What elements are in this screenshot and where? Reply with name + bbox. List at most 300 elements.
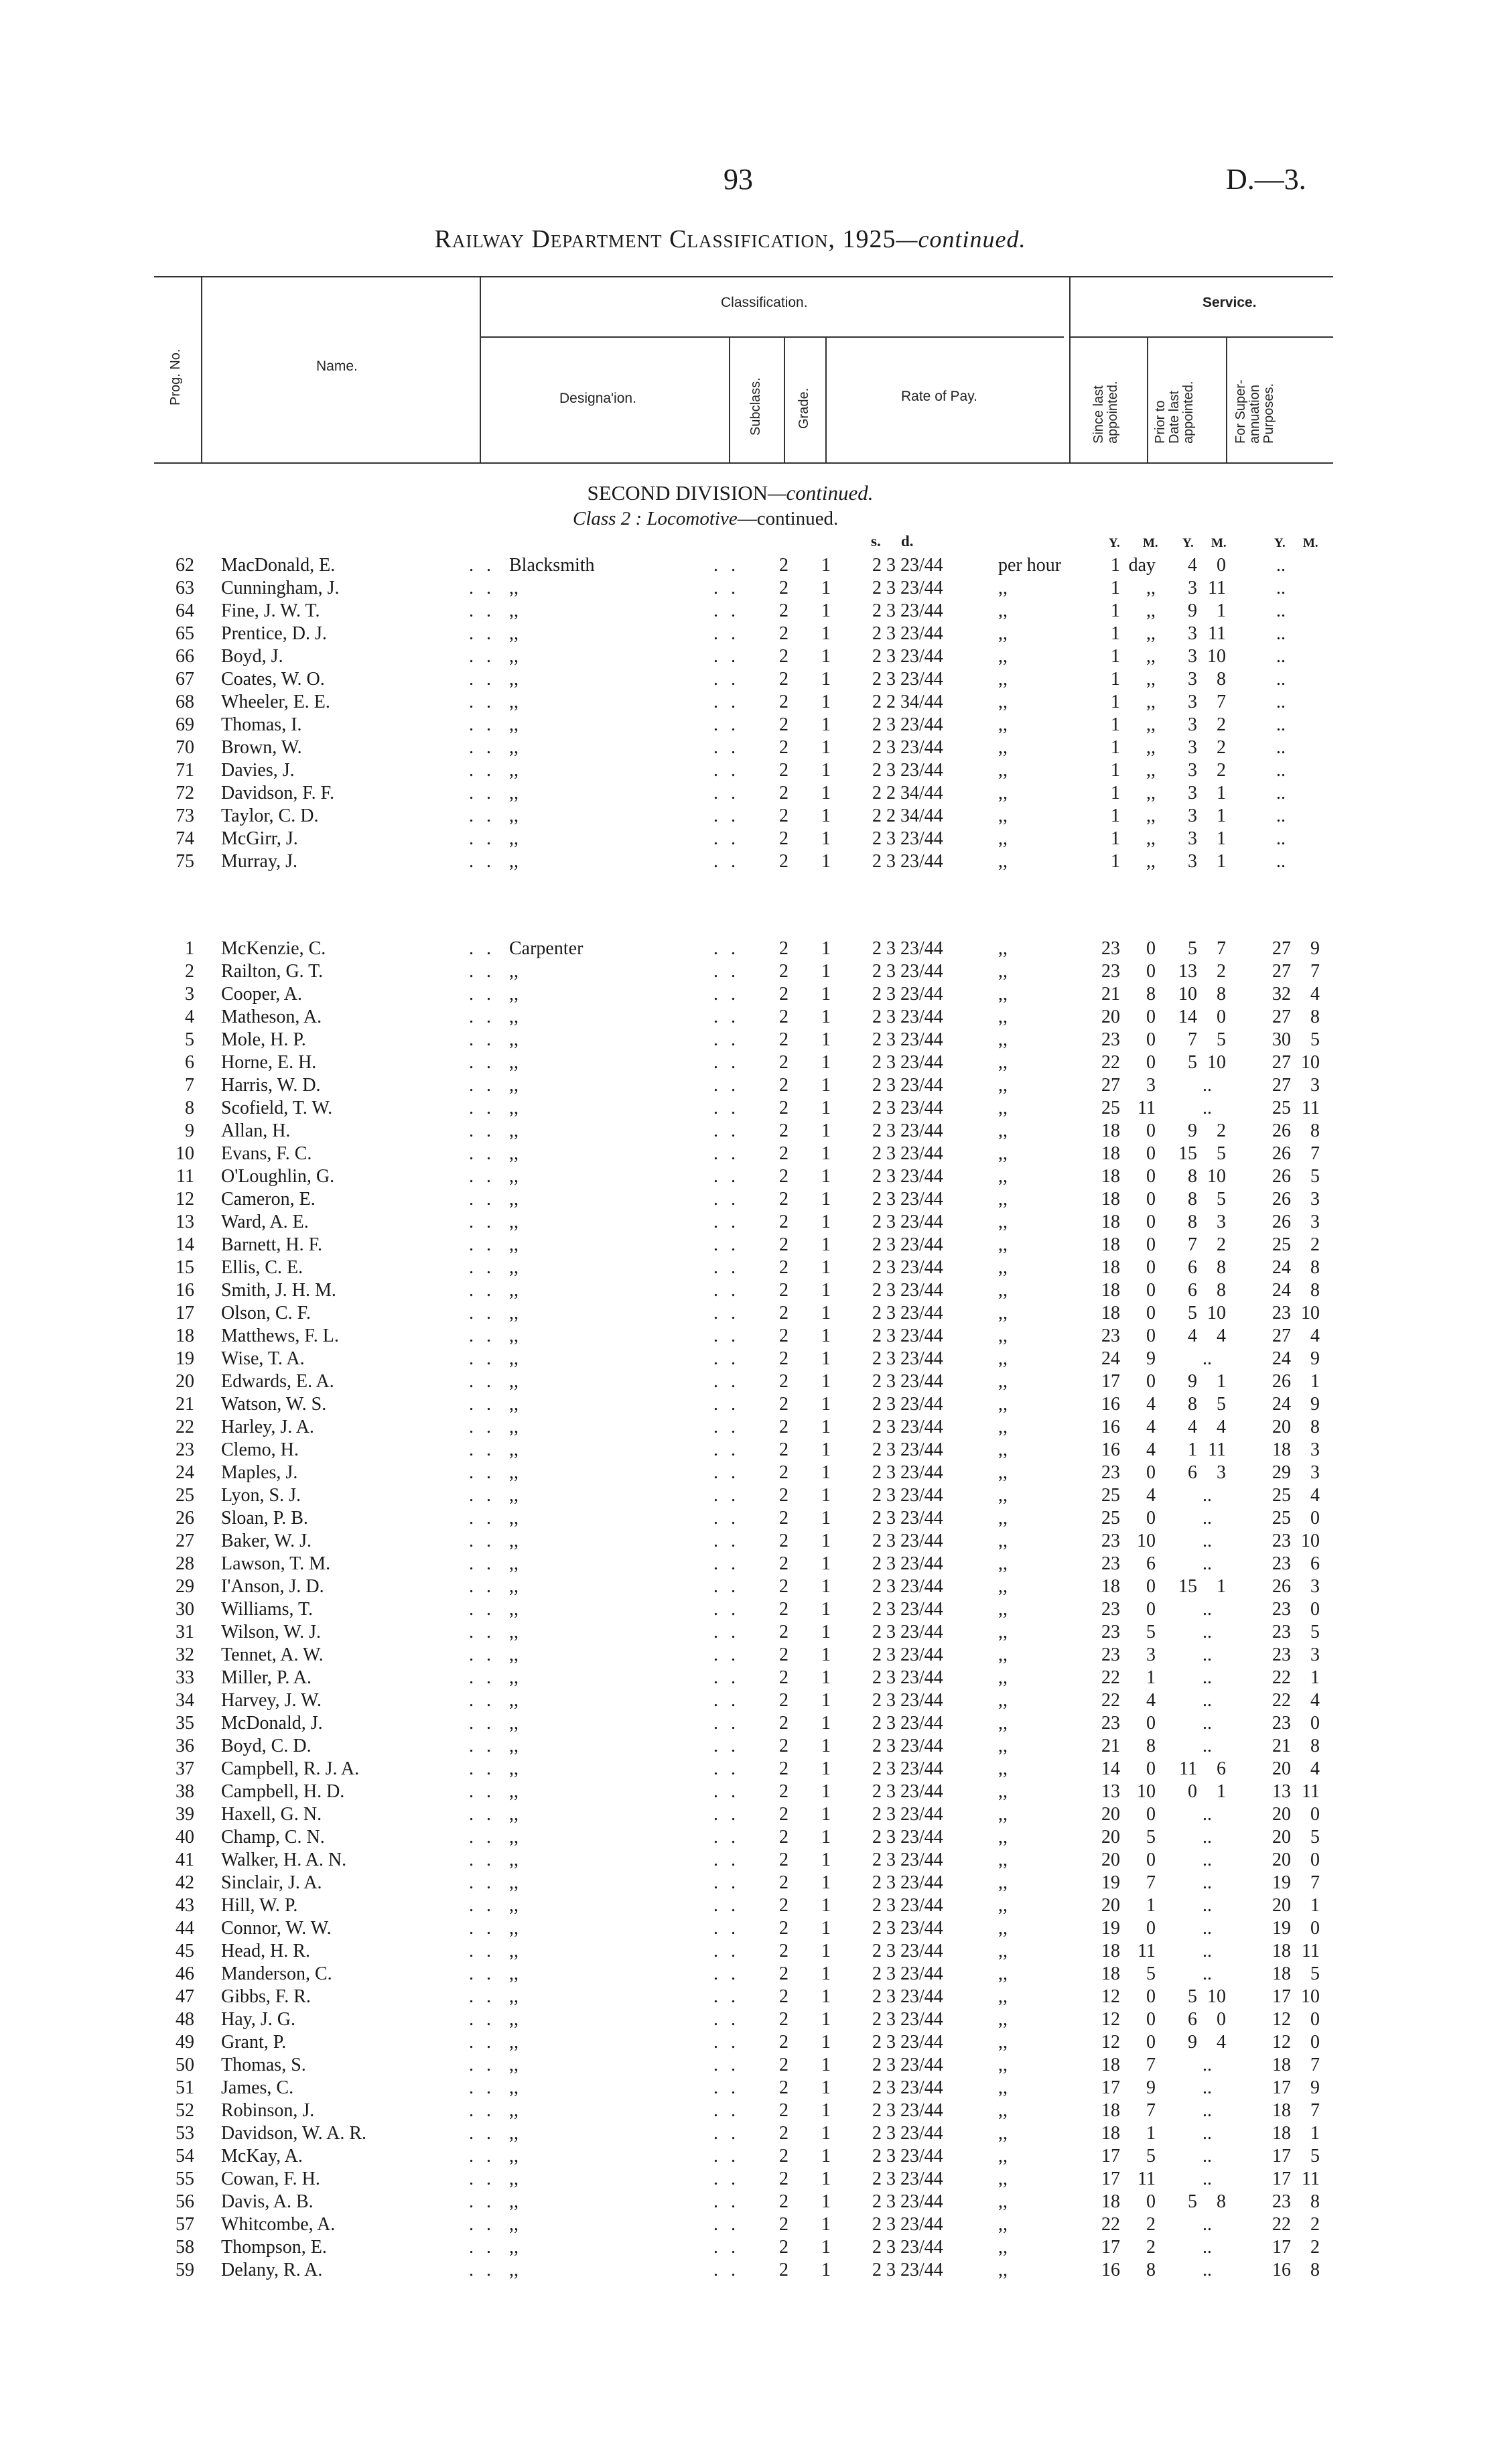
employee-name: Head, H. R.	[221, 1941, 310, 1961]
leader-dots: . .	[469, 1850, 495, 1870]
employee-name: Wise, T. A.	[221, 1348, 305, 1369]
super-years: 23	[1272, 1599, 1291, 1620]
prior-years: ..	[1202, 2123, 1212, 2144]
prog-no: 40	[176, 1827, 194, 1848]
table-row	[0, 737, 1512, 760]
rate-of-pay: 2 3 23/44	[872, 1303, 943, 1323]
prior-years: 1	[1188, 1439, 1197, 1460]
since-months: 0	[1146, 1166, 1156, 1187]
subclass: 2	[779, 1508, 788, 1529]
subclass: 2	[779, 1120, 788, 1141]
prior-months: 1	[1217, 1781, 1226, 1802]
subclass: 2	[779, 1895, 788, 1916]
prior-years: 9	[1188, 600, 1197, 621]
super-line-1: For Super-	[1233, 379, 1248, 444]
grade: 1	[821, 1531, 831, 1551]
employee-name: McDonald, J.	[221, 1713, 323, 1734]
leader-dots: . .	[469, 1348, 495, 1369]
table-row	[0, 2077, 1512, 2100]
prog-no: 7	[185, 1075, 194, 1096]
prior-years: 5	[1188, 1052, 1197, 1073]
designation: ,,	[509, 1781, 519, 1802]
employee-name: Boyd, C. D.	[221, 1736, 312, 1756]
super-months: 5	[1310, 1827, 1320, 1848]
super-years: 26	[1272, 1212, 1291, 1232]
designation: ,,	[509, 1827, 519, 1848]
designation: ,,	[509, 1804, 519, 1825]
rate-unit: ,,	[998, 1827, 1008, 1848]
super-years: ..	[1276, 692, 1286, 712]
since-years: 18	[1101, 1212, 1120, 1232]
designation: ,,	[509, 1576, 519, 1597]
leader-dots: . .	[713, 1007, 740, 1027]
since-months: 0	[1146, 961, 1156, 982]
prog-no: 59	[176, 2260, 194, 2280]
grade: 1	[821, 1804, 831, 1825]
rate-unit: ,,	[998, 1850, 1008, 1870]
since-years: 20	[1101, 1007, 1120, 1027]
unit-prior-m: M.	[1211, 536, 1227, 550]
rate-unit: ,,	[998, 2100, 1008, 2121]
since-months: 0	[1146, 1257, 1156, 1278]
prior-years: 7	[1188, 1234, 1197, 1255]
employee-name: Campbell, H. D.	[221, 1781, 345, 1802]
leader-dots: . .	[469, 1417, 495, 1437]
header-rate-of-pay: Rate of Pay.	[901, 389, 978, 404]
designation: ,,	[509, 2055, 519, 2075]
leader-dots: . .	[713, 2055, 740, 2075]
prior-line-1: Prior to	[1153, 400, 1168, 444]
rate-unit: ,,	[998, 938, 1008, 959]
prior-months: 2	[1217, 760, 1226, 781]
since-years: 16	[1101, 1439, 1120, 1460]
rate-unit: ,,	[998, 1325, 1008, 1346]
super-years: 27	[1272, 1075, 1291, 1096]
super-years: 17	[1272, 2168, 1291, 2189]
prior-years: 6	[1188, 1257, 1197, 1278]
since-months: ,,	[1146, 737, 1156, 758]
since-months: 0	[1146, 2009, 1156, 2030]
rate-unit: ,,	[998, 1736, 1008, 1756]
super-months: 8	[1310, 1417, 1320, 1437]
prior-years: 3	[1188, 692, 1197, 712]
leader-dots: . .	[713, 1166, 740, 1187]
subclass: 2	[779, 1029, 788, 1050]
super-years: 17	[1272, 2237, 1291, 2258]
super-months: 8	[1310, 1007, 1320, 1027]
rate-of-pay: 2 3 23/44	[872, 1508, 943, 1529]
super-years: 25	[1272, 1485, 1291, 1506]
prior-months: 3	[1217, 1462, 1226, 1483]
super-months: 10	[1301, 1052, 1320, 1073]
rate-of-pay: 2 3 23/44	[872, 938, 943, 959]
grade: 1	[821, 1986, 831, 2007]
grade: 1	[821, 2191, 831, 2212]
rate-of-pay: 2 3 23/44	[872, 1713, 943, 1734]
prior-years: ..	[1202, 2100, 1212, 2121]
rate-of-pay: 2 3 23/44	[872, 1576, 943, 1597]
prior-months: 10	[1207, 1052, 1226, 1073]
leader-dots: . .	[713, 805, 740, 826]
table-row	[0, 984, 1512, 1007]
since-years: 1	[1111, 714, 1120, 735]
leader-dots: . .	[469, 1667, 495, 1688]
employee-name: Thomas, I.	[221, 714, 302, 735]
designation: ,,	[509, 1303, 519, 1323]
table-row	[0, 1850, 1512, 1872]
table-row	[0, 851, 1512, 874]
grade: 1	[821, 1827, 831, 1848]
super-months: 9	[1310, 2077, 1320, 2098]
super-months: 10	[1301, 1531, 1320, 1551]
leader-dots: . .	[713, 1417, 740, 1437]
prior-years: ..	[1202, 1531, 1212, 1551]
rate-of-pay: 2 3 23/44	[872, 1371, 943, 1392]
employee-name: Robinson, J.	[221, 2100, 315, 2121]
since-years: 17	[1101, 2077, 1120, 2098]
prior-years: 5	[1188, 938, 1197, 959]
header-classification: Classification.	[721, 295, 808, 310]
designation: ,,	[509, 1052, 519, 1073]
prior-months: 4	[1217, 2032, 1226, 2053]
table-row	[0, 1963, 1512, 1986]
designation: ,,	[509, 984, 519, 1005]
prog-no: 73	[176, 805, 194, 826]
prog-no: 13	[176, 1212, 194, 1232]
grade: 1	[821, 2146, 831, 2166]
prior-months: 11	[1208, 578, 1226, 598]
subclass: 2	[779, 555, 788, 576]
since-years: 1	[1111, 555, 1120, 576]
since-months: 0	[1146, 1325, 1156, 1346]
since-months: 1	[1146, 1895, 1156, 1916]
rate-unit: ,,	[998, 737, 1008, 758]
prog-no: 32	[176, 1644, 194, 1665]
leader-dots: . .	[713, 1098, 740, 1118]
leader-dots: . .	[469, 984, 495, 1005]
leader-dots: . .	[713, 1371, 740, 1392]
rate-unit: ,,	[998, 1599, 1008, 1620]
since-months: 6	[1146, 1553, 1156, 1574]
rate-of-pay: 2 3 23/44	[872, 2032, 943, 2053]
grade: 1	[821, 1075, 831, 1096]
super-months: 10	[1301, 1986, 1320, 2007]
since-months: ,,	[1146, 692, 1156, 712]
table-row	[0, 1941, 1512, 1963]
table-row	[0, 2260, 1512, 2282]
subclass: 2	[779, 2146, 788, 2166]
employee-name: Taylor, C. D.	[221, 805, 319, 826]
prior-years: 9	[1188, 2032, 1197, 2053]
table-row	[0, 1143, 1512, 1166]
prog-no: 1	[185, 938, 194, 959]
unit-super-y: Y.	[1274, 536, 1286, 550]
since-years: 22	[1101, 1667, 1120, 1688]
grade: 1	[821, 1462, 831, 1483]
employee-name: McGirr, J.	[221, 828, 298, 849]
leader-dots: . .	[469, 578, 495, 598]
employee-name: Harvey, J. W.	[221, 1690, 322, 1711]
since-years: 1	[1111, 578, 1120, 598]
rate-unit: ,,	[998, 623, 1008, 644]
leader-dots: . .	[469, 1029, 495, 1050]
table-row	[0, 1166, 1512, 1189]
leader-dots: . .	[713, 1143, 740, 1164]
since-months: 4	[1146, 1690, 1156, 1711]
rate-unit: ,,	[998, 2146, 1008, 2166]
prog-no: 30	[176, 1599, 194, 1620]
rate-of-pay: 2 3 23/44	[872, 1827, 943, 1848]
prior-years: 5	[1188, 1303, 1197, 1323]
since-years: 18	[1101, 1280, 1120, 1301]
subclass: 2	[779, 1850, 788, 1870]
since-years: 1	[1111, 828, 1120, 849]
divider-prog	[201, 276, 202, 462]
prior-months: 1	[1217, 783, 1226, 803]
header-designation: Designa'ion.	[559, 391, 636, 406]
designation: ,,	[509, 2123, 519, 2144]
leader-dots: . .	[713, 1690, 740, 1711]
super-years: 18	[1272, 2055, 1291, 2075]
grade: 1	[821, 1758, 831, 1779]
super-years: 22	[1272, 1690, 1291, 1711]
subclass: 2	[779, 646, 788, 667]
super-years: 26	[1272, 1120, 1291, 1141]
rate-of-pay: 2 3 23/44	[872, 1553, 943, 1574]
since-years: 1	[1111, 760, 1120, 781]
since-months: 4	[1146, 1417, 1156, 1437]
designation: ,,	[509, 1963, 519, 1984]
employee-name: Baker, W. J.	[221, 1531, 312, 1551]
designation: ,,	[509, 1098, 519, 1118]
subclass: 2	[779, 1622, 788, 1642]
prog-no: 34	[176, 1690, 194, 1711]
prog-no: 74	[176, 828, 194, 849]
subclass: 2	[779, 1736, 788, 1756]
grade: 1	[821, 1303, 831, 1323]
prior-years: 3	[1188, 851, 1197, 872]
employee-name: Wilson, W. J.	[221, 1622, 322, 1642]
since-months: 5	[1146, 2146, 1156, 2166]
grade: 1	[821, 1736, 831, 1756]
since-months: 1	[1146, 2123, 1156, 2144]
leader-dots: . .	[469, 1986, 495, 2007]
prog-no: 12	[176, 1189, 194, 1210]
employee-name: Horne, E. H.	[221, 1052, 317, 1073]
division-name: SECOND DIVISION	[587, 481, 768, 505]
leader-dots: . .	[469, 1143, 495, 1164]
grade: 1	[821, 1143, 831, 1164]
employee-name: Campbell, R. J. A.	[221, 1758, 360, 1779]
leader-dots: . .	[469, 1599, 495, 1620]
employee-name: Manderson, C.	[221, 1963, 332, 1984]
leader-dots: . .	[713, 1918, 740, 1939]
subclass: 2	[779, 851, 788, 872]
designation: ,,	[509, 805, 519, 826]
leader-dots: . .	[469, 1895, 495, 1916]
super-months: 8	[1310, 1280, 1320, 1301]
prog-no: 44	[176, 1918, 194, 1939]
header-prior-to	[1154, 381, 1196, 444]
subclass: 2	[779, 1325, 788, 1346]
rate-of-pay: 2 3 23/44	[872, 1439, 943, 1460]
rate-unit: ,,	[998, 1713, 1008, 1734]
rate-unit: ,,	[998, 1531, 1008, 1551]
super-years: 18	[1272, 2123, 1291, 2144]
employee-name: Matthews, F. L.	[221, 1325, 339, 1346]
leader-dots: . .	[713, 1850, 740, 1870]
super-years: 18	[1272, 1963, 1291, 1984]
leader-dots: . .	[713, 646, 740, 667]
since-years: 14	[1101, 1758, 1120, 1779]
super-months: 4	[1310, 1690, 1320, 1711]
prog-no: 11	[176, 1166, 194, 1187]
leader-dots: . .	[713, 2191, 740, 2212]
leader-dots: . .	[713, 1804, 740, 1825]
prior-years: 6	[1188, 1280, 1197, 1301]
super-years: ..	[1276, 646, 1286, 667]
prior-years: 11	[1179, 1758, 1197, 1779]
prior-years: 3	[1188, 714, 1197, 735]
employee-name: Tennet, A. W.	[221, 1644, 324, 1665]
since-months: 10	[1137, 1781, 1156, 1802]
since-years: 23	[1101, 938, 1120, 959]
leader-dots: . .	[469, 2077, 495, 2098]
rate-of-pay: 2 3 23/44	[872, 1895, 943, 1916]
rate-unit: ,,	[998, 1781, 1008, 1802]
leader-dots: . .	[713, 2009, 740, 2030]
rate-unit: ,,	[998, 1303, 1008, 1323]
subclass: 2	[779, 2055, 788, 2075]
since-years: 23	[1101, 1462, 1120, 1483]
designation: ,,	[509, 1713, 519, 1734]
since-months: ,,	[1146, 783, 1156, 803]
prior-years: 3	[1188, 669, 1197, 690]
rate-of-pay: 2 3 23/44	[872, 1280, 943, 1301]
prior-years: ..	[1202, 2146, 1212, 2166]
leader-dots: . .	[469, 646, 495, 667]
table-row	[0, 714, 1512, 737]
super-years: 24	[1272, 1257, 1291, 1278]
super-months: 5	[1310, 1029, 1320, 1050]
super-months: 3	[1310, 1576, 1320, 1597]
super-months: 0	[1310, 1918, 1320, 1939]
table-row	[0, 2191, 1512, 2214]
subclass: 2	[779, 2260, 788, 2280]
rate-of-pay: 2 3 23/44	[872, 737, 943, 758]
prog-no: 21	[176, 1394, 194, 1415]
super-months: 0	[1310, 1804, 1320, 1825]
subclass: 2	[779, 1189, 788, 1210]
since-months: 0	[1146, 1850, 1156, 1870]
grade: 1	[821, 2100, 831, 2121]
super-months: 5	[1310, 1166, 1320, 1187]
leader-dots: . .	[713, 1895, 740, 1916]
rate-unit: ,,	[998, 692, 1008, 712]
leader-dots: . .	[713, 938, 740, 959]
rate-of-pay: 2 3 23/44	[872, 1234, 943, 1255]
prior-years: ..	[1202, 2077, 1212, 2098]
prior-months: 4	[1217, 1325, 1226, 1346]
employee-name: Harris, W. D.	[221, 1075, 321, 1096]
designation: ,,	[509, 1075, 519, 1096]
grade: 1	[821, 1872, 831, 1893]
designation: ,,	[509, 2168, 519, 2189]
since-months: 1	[1146, 1667, 1156, 1688]
employee-name: Boyd, J.	[221, 646, 283, 667]
leader-dots: . .	[469, 2191, 495, 2212]
since-years: 1	[1111, 783, 1120, 803]
subclass: 2	[779, 600, 788, 621]
prior-months: 2	[1217, 737, 1226, 758]
leader-dots: . .	[469, 669, 495, 690]
super-years: ..	[1276, 578, 1286, 598]
since-months: 7	[1146, 1872, 1156, 1893]
employee-name: Mole, H. P.	[221, 1029, 306, 1050]
employee-name: Cooper, A.	[221, 984, 302, 1005]
designation: ,,	[509, 1622, 519, 1642]
super-years: 23	[1272, 1622, 1291, 1642]
rate-unit: ,,	[998, 1895, 1008, 1916]
super-years: 23	[1272, 1531, 1291, 1551]
leader-dots: . .	[713, 1029, 740, 1050]
leader-dots: . .	[469, 1325, 495, 1346]
grade: 1	[821, 984, 831, 1005]
rate-unit: ,,	[998, 1166, 1008, 1187]
super-years: 27	[1272, 961, 1291, 982]
leader-dots: . .	[469, 2055, 495, 2075]
employee-name: Williams, T.	[221, 1599, 314, 1620]
designation: ,,	[509, 1417, 519, 1437]
prog-no: 9	[185, 1120, 194, 1141]
leader-dots: . .	[713, 1781, 740, 1802]
rate-of-pay: 2 3 23/44	[872, 1531, 943, 1551]
employee-name: Connor, W. W.	[221, 1918, 332, 1939]
prior-years: ..	[1202, 1872, 1212, 1893]
since-months: 0	[1146, 1576, 1156, 1597]
rate-unit: ,,	[998, 1462, 1008, 1483]
grade: 1	[821, 1394, 831, 1415]
since-months: 0	[1146, 1280, 1156, 1301]
leader-dots: . .	[469, 1576, 495, 1597]
table-row	[0, 1986, 1512, 2009]
rate-of-pay: 2 3 23/44	[872, 2237, 943, 2258]
rate-unit: ,,	[998, 984, 1008, 1005]
employee-name: McKenzie, C.	[221, 938, 326, 959]
rate-unit: ,,	[998, 1257, 1008, 1278]
prior-years: 14	[1178, 1007, 1197, 1027]
table-row	[0, 1189, 1512, 1212]
super-months: 9	[1310, 1394, 1320, 1415]
prog-no: 54	[176, 2146, 194, 2166]
prior-years: 8	[1188, 1189, 1197, 1210]
designation: ,,	[509, 578, 519, 598]
prog-no: 65	[176, 623, 194, 644]
since-years: 18	[1101, 1234, 1120, 1255]
table-row	[0, 1485, 1512, 1508]
table-row	[0, 2055, 1512, 2077]
leader-dots: . .	[713, 1667, 740, 1688]
grade: 1	[821, 1029, 831, 1050]
rate-unit: ,,	[998, 760, 1008, 781]
rate-of-pay: 2 3 23/44	[872, 1644, 943, 1665]
since-months: 11	[1138, 1941, 1156, 1961]
subclass: 2	[779, 1941, 788, 1961]
rate-unit: ,,	[998, 1485, 1008, 1506]
designation: ,,	[509, 1325, 519, 1346]
leader-dots: . .	[469, 1303, 495, 1323]
designation: ,,	[509, 1348, 519, 1369]
